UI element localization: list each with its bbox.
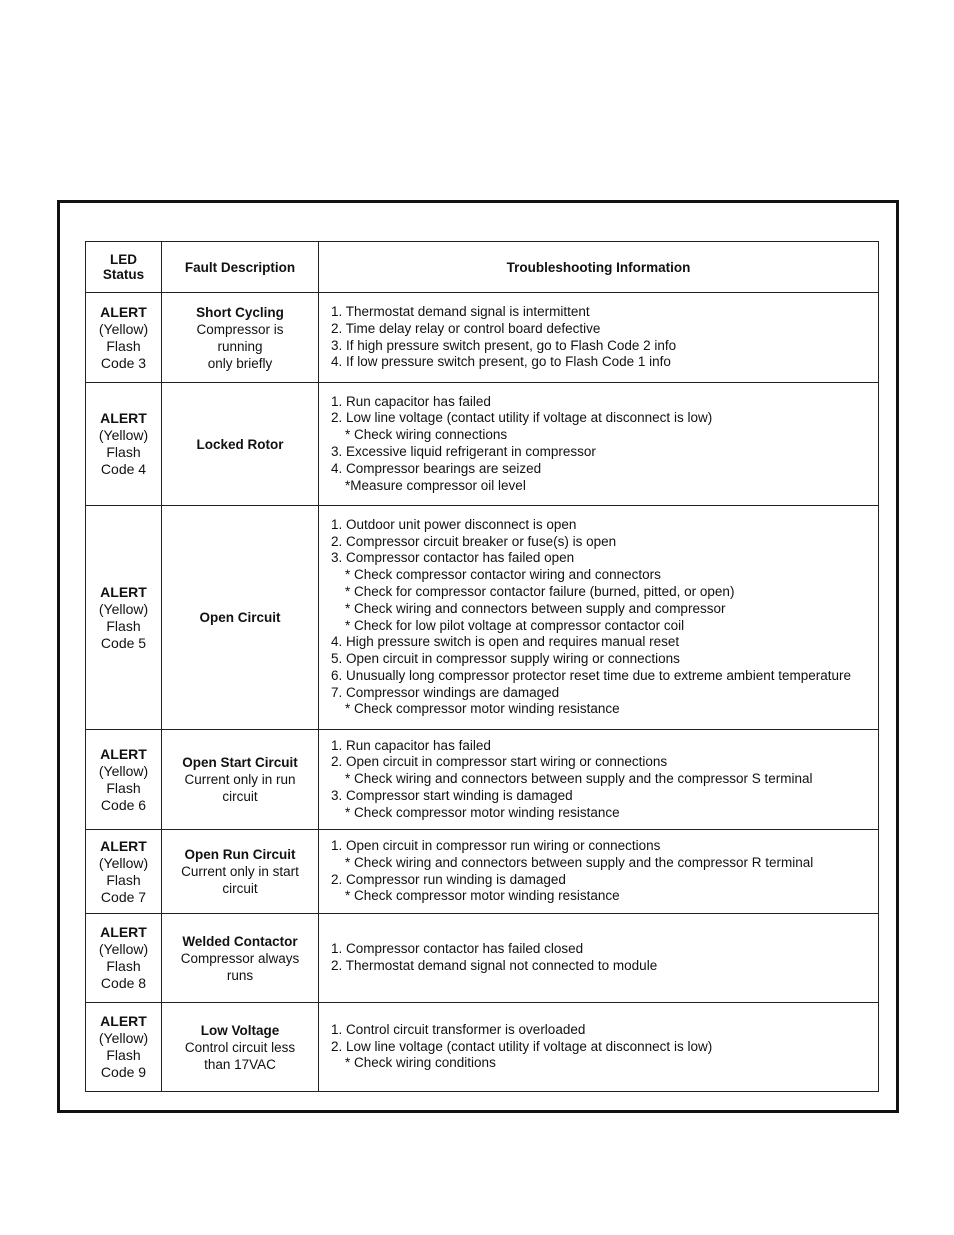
fault-name: Locked Rotor [196, 436, 284, 452]
led-flash: Flash [106, 958, 141, 974]
table-row [86, 383, 879, 506]
troubleshooting-item: 1. Thermostat demand signal is intermittent [331, 303, 590, 319]
led-alert: ALERT [100, 410, 147, 426]
troubleshooting-subitem: * Check for low pilot voltage at compressor contactor coil [345, 617, 685, 633]
led-status-cell [86, 914, 162, 1003]
led-code: Code 5 [100, 634, 147, 651]
troubleshooting-item: 3. If high pressure switch present, go to Flash Code 2 info [331, 337, 677, 353]
led-color: (Yellow) [98, 762, 149, 779]
troubleshooting-item: 7. Compressor windings are damaged [331, 684, 560, 700]
troubleshooting-item: 1. Compressor contactor has failed closed [331, 941, 584, 957]
led-code: Code 6 [100, 796, 147, 813]
troubleshooting-item: 2. Low line voltage (contact utility if voltage at disconnect is low) [331, 410, 713, 426]
fault-detail: Compressor is [196, 321, 284, 337]
troubleshooting-cell [319, 830, 879, 914]
table-row [86, 1003, 879, 1092]
table-row [86, 293, 879, 383]
fault-detail: only briefly [207, 355, 273, 371]
troubleshooting-subitem: * Check compressor motor winding resistance [345, 888, 620, 904]
troubleshooting-cell [319, 293, 879, 383]
troubleshooting-item: 3. Excessive liquid refrigerant in compressor [331, 444, 596, 459]
fault-detail: running [217, 338, 263, 354]
header-fault-description: Fault Description [162, 242, 319, 293]
troubleshooting-cell [319, 730, 879, 830]
led-alert: ALERT [100, 924, 147, 940]
table-row [86, 506, 879, 730]
fault-description-cell [162, 1003, 319, 1092]
led-flash: Flash [106, 617, 141, 634]
troubleshooting-subitem: * Check wiring connections [345, 427, 508, 443]
led-status-cell [86, 293, 162, 383]
fault-detail: than 17VAC [204, 1056, 276, 1072]
troubleshooting-item: 3. Compressor start winding is damaged [331, 787, 573, 803]
led-flash: Flash [106, 871, 141, 888]
led-flash: Flash [106, 337, 141, 354]
troubleshooting-item: 1. Run capacitor has failed [331, 737, 491, 753]
fault-name: Open Run Circuit [184, 847, 296, 862]
troubleshooting-item: 2. Low line voltage (contact utility if voltage at disconnect is low) [331, 1038, 713, 1054]
led-flash: Flash [106, 444, 141, 460]
header-led-line2: Status [102, 267, 145, 282]
fault-name: Short Cycling [196, 304, 284, 320]
led-color: (Yellow) [98, 320, 149, 337]
led-flash: Flash [106, 779, 141, 796]
troubleshooting-subitem: * Check wiring and connectors between supply and the compressor R terminal [345, 854, 814, 870]
led-alert: ALERT [100, 1013, 147, 1029]
table-row [86, 830, 879, 914]
led-alert: ALERT [100, 583, 147, 600]
troubleshooting-item: 1. Outdoor unit power disconnect is open [331, 516, 577, 532]
troubleshooting-item: 2. Compressor circuit breaker or fuse(s) is open [331, 533, 617, 549]
troubleshooting-item: 1. Control circuit transformer is overloaded [331, 1021, 586, 1037]
troubleshooting-subitem: * Check compressor contactor wiring and connectors [345, 567, 661, 583]
troubleshooting-item: 1. Open circuit in compressor run wiring or connections [331, 837, 661, 853]
troubleshooting-item: 2. Time delay relay or control board defective [331, 320, 601, 336]
troubleshooting-subitem: * Check compressor motor winding resistance [345, 701, 620, 717]
led-color: (Yellow) [98, 600, 149, 617]
fault-name: Open Start Circuit [182, 755, 298, 770]
troubleshooting-item: 4. High pressure switch is open and requires manual reset [331, 634, 680, 650]
led-status-cell [86, 1003, 162, 1092]
troubleshooting-item: 4. If low pressure switch present, go to Flash Code 1 info [331, 354, 671, 370]
led-status-cell [86, 830, 162, 914]
fault-detail: circuit [222, 789, 258, 804]
document-frame [57, 200, 899, 1113]
troubleshooting-subitem: * Check wiring and connectors between supply and compressor [345, 600, 726, 616]
fault-code-table [85, 241, 879, 1092]
header-led-status [86, 242, 162, 293]
led-color: (Yellow) [98, 427, 149, 443]
troubleshooting-item: 2. Thermostat demand signal not connected to module [331, 958, 658, 973]
led-color: (Yellow) [98, 941, 149, 957]
troubleshooting-item: 4. Compressor bearings are seized [331, 460, 542, 476]
fault-description-cell [162, 914, 319, 1003]
led-alert: ALERT [100, 837, 147, 854]
troubleshooting-cell [319, 914, 879, 1003]
led-code: Code 4 [100, 461, 147, 477]
troubleshooting-cell [319, 1003, 879, 1092]
led-status-cell [86, 506, 162, 730]
troubleshooting-item: 1. Run capacitor has failed [331, 393, 491, 409]
fault-detail: Control circuit less [184, 1039, 296, 1055]
troubleshooting-subitem: * Check wiring and connectors between supply and the compressor S terminal [345, 771, 813, 787]
troubleshooting-subitem: * Check compressor motor winding resistance [345, 804, 620, 820]
led-color: (Yellow) [98, 854, 149, 871]
troubleshooting-item: 6. Unusually long compressor protector reset time due to extreme ambient temperature [331, 667, 851, 683]
fault-detail: circuit [222, 881, 258, 896]
troubleshooting-item: 2. Compressor run winding is damaged [331, 871, 566, 887]
fault-detail: runs [226, 967, 254, 983]
fault-name: Open Circuit [199, 610, 281, 625]
fault-detail: Current only in start [181, 864, 299, 879]
fault-name: Welded Contactor [182, 933, 298, 949]
troubleshooting-subitem: * Check for compressor contactor failure (burned, pitted, or open) [345, 583, 735, 599]
fault-description-cell [162, 506, 319, 730]
troubleshooting-item: 5. Open circuit in compressor supply wiring or connections [331, 651, 680, 667]
led-status-cell [86, 383, 162, 506]
troubleshooting-item: 3. Compressor contactor has failed open [331, 550, 575, 566]
led-color: (Yellow) [98, 1030, 149, 1046]
fault-detail: Current only in run [184, 772, 296, 787]
led-status-cell [86, 730, 162, 830]
header-troubleshooting: Troubleshooting Information [319, 242, 879, 293]
troubleshooting-subitem: *Measure compressor oil level [345, 477, 526, 493]
table-row [86, 914, 879, 1003]
led-code: Code 8 [100, 975, 147, 991]
troubleshooting-item: 2. Open circuit in compressor start wiring or connections [331, 754, 668, 770]
led-code: Code 7 [100, 888, 147, 905]
troubleshooting-cell [319, 506, 879, 730]
fault-description-cell [162, 293, 319, 383]
fault-description-cell [162, 730, 319, 830]
led-code: Code 9 [100, 1064, 147, 1080]
table-header-row [86, 242, 879, 293]
led-code: Code 3 [100, 354, 147, 371]
led-alert: ALERT [100, 303, 147, 320]
fault-description-cell [162, 830, 319, 914]
fault-detail: Compressor always [180, 950, 300, 966]
troubleshooting-cell [319, 383, 879, 506]
led-alert: ALERT [100, 745, 147, 762]
header-led-line1: LED [110, 252, 137, 267]
troubleshooting-subitem: * Check wiring conditions [345, 1055, 496, 1071]
fault-name: Low Voltage [200, 1022, 280, 1038]
table-row [86, 730, 879, 830]
fault-description-cell [162, 383, 319, 506]
led-flash: Flash [106, 1047, 141, 1063]
